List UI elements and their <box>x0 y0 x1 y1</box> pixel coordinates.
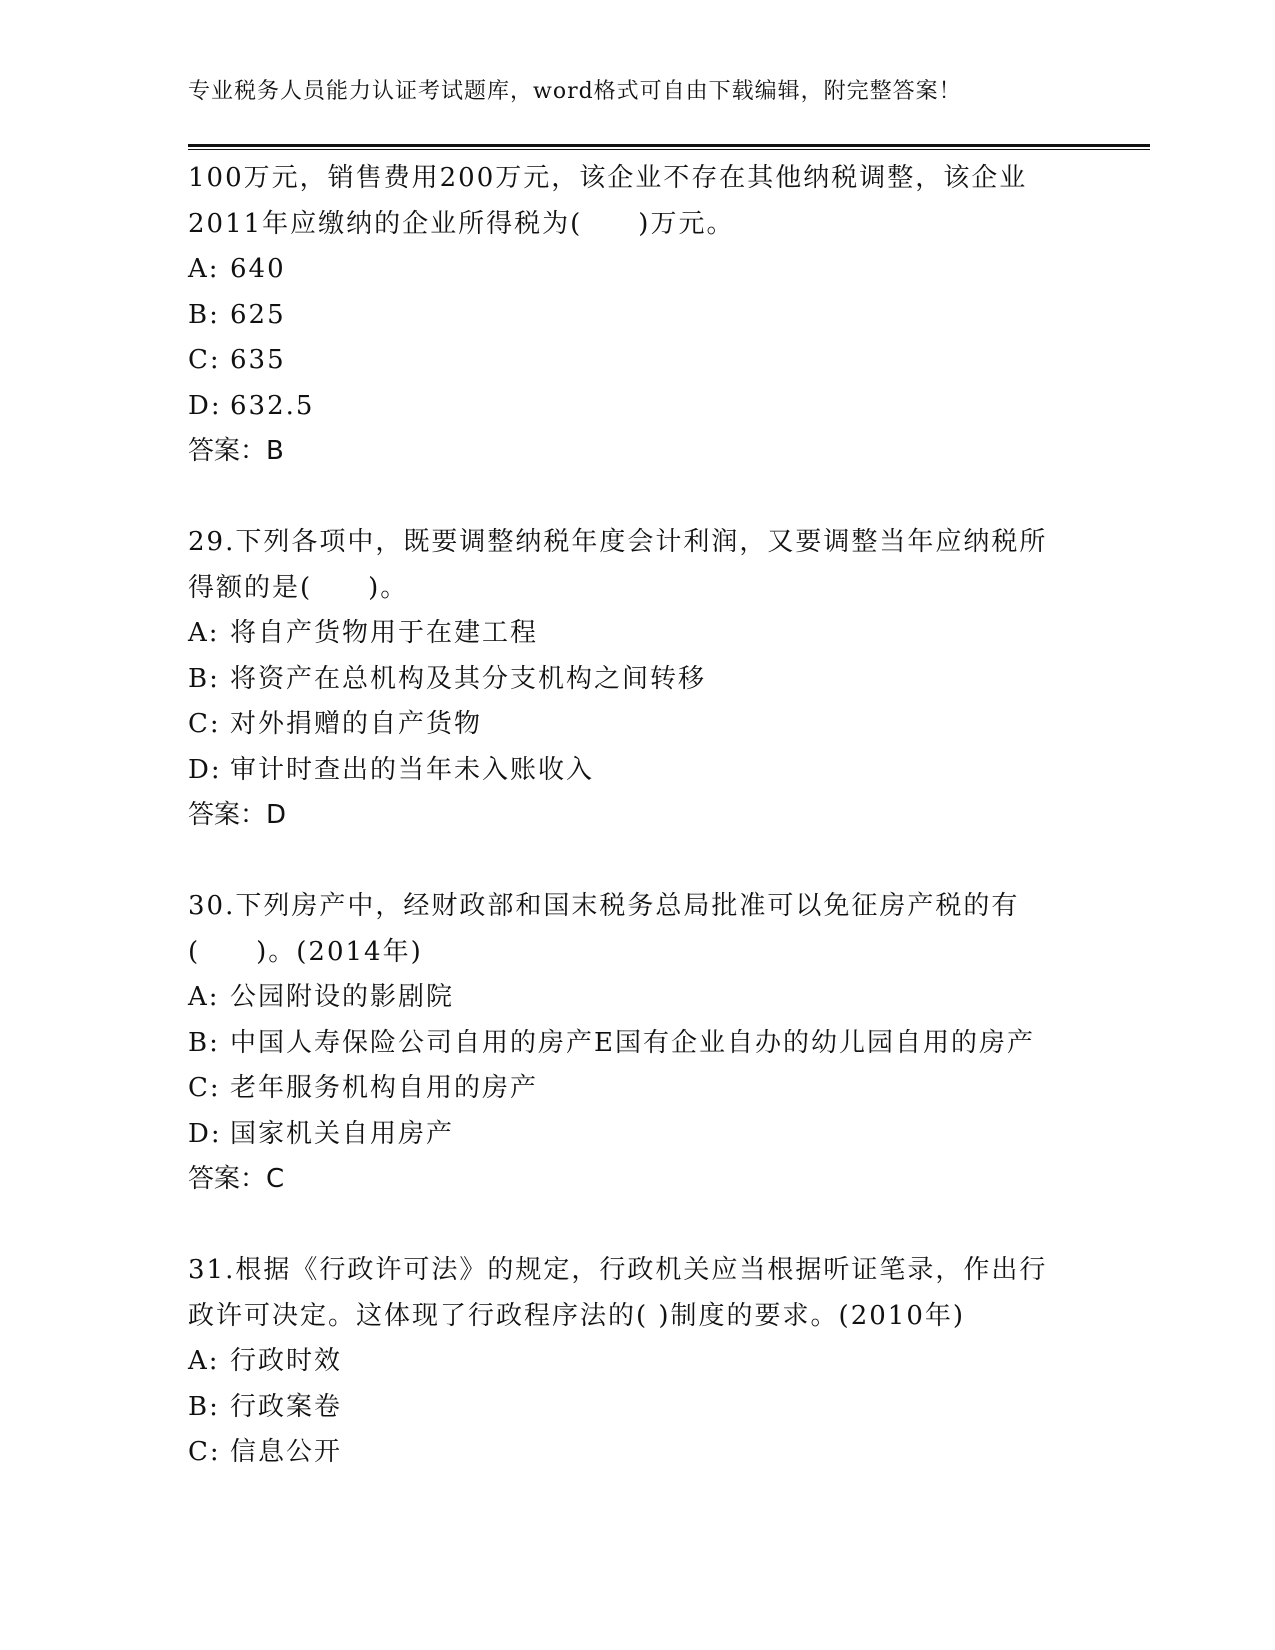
option-text: 行政案卷 <box>230 1391 343 1422</box>
option-text: 将资产在总机构及其分支机构之间转移 <box>230 663 707 694</box>
option-text: 640 <box>230 254 286 284</box>
question-29 <box>188 520 1128 839</box>
option-c <box>188 338 1128 384</box>
option-key: A: <box>188 1346 220 1376</box>
option-text: 中国人寿保险公司自用的房产E国有企业自办的幼儿园自用的房产 <box>230 1027 1035 1058</box>
question-stem-line: ( )。(2014年) <box>188 936 423 967</box>
option-text: 审计时查出的当年未入账收入 <box>230 754 595 785</box>
option-key: A: <box>188 982 220 1012</box>
question-content <box>188 156 1128 1476</box>
option-text: 635 <box>230 345 286 375</box>
option-key: D: <box>188 390 222 421</box>
option-c <box>188 702 1128 748</box>
option-key: B: <box>188 299 220 330</box>
option-d <box>188 384 1128 430</box>
option-b <box>188 1021 1128 1067</box>
option-text: 老年服务机构自用的房产 <box>230 1073 539 1103</box>
option-key: A: <box>188 254 220 284</box>
option-a <box>188 975 1128 1021</box>
question-31 <box>188 1248 1128 1476</box>
option-text: 625 <box>230 299 286 330</box>
spacer <box>188 475 1128 521</box>
option-text: 公园附设的影剧院 <box>230 982 455 1012</box>
question-stem-line: 31.根据《行政许可法》的规定，行政机关应当根据听证笔录，作出行 <box>188 1255 1048 1285</box>
option-text: 国家机关自用房产 <box>230 1118 455 1149</box>
question-stem-line: 政许可决定。这体现了行政程序法的( )制度的要求。(2010年) <box>188 1300 966 1331</box>
option-text: 将自产货物用于在建工程 <box>230 618 539 648</box>
question-stem-line: 30.下列房产中，经财政部和国末税务总局批准可以免征房产税的有 <box>188 891 1020 921</box>
question-28 <box>188 156 1128 475</box>
option-d <box>188 748 1128 794</box>
page-header-title: 专业税务人员能力认证考试题库，word格式可自由下载编辑，附完整答案！ <box>188 79 962 104</box>
option-key: B: <box>188 663 220 694</box>
option-key: B: <box>188 1027 220 1058</box>
option-key: C: <box>188 709 221 739</box>
option-text: 632.5 <box>230 390 315 421</box>
header-divider <box>188 144 1150 150</box>
answer-line: 答案：B <box>188 436 284 466</box>
option-b <box>188 657 1128 703</box>
option-text: 行政时效 <box>230 1346 343 1376</box>
option-a <box>188 1339 1128 1385</box>
question-stem-line: 29.下列各项中，既要调整纳税年度会计利润，又要调整当年应纳税所 <box>188 527 1048 557</box>
question-stem-line: 得额的是( )。 <box>188 572 409 603</box>
option-b <box>188 1385 1128 1431</box>
option-a <box>188 247 1128 293</box>
spacer <box>188 1203 1128 1249</box>
option-c <box>188 1430 1128 1476</box>
question-stem-line: 2011年应缴纳的企业所得税为( )万元。 <box>188 208 735 239</box>
option-key: B: <box>188 1391 220 1422</box>
option-a <box>188 611 1128 657</box>
answer-line: 答案：C <box>188 1164 285 1194</box>
option-d <box>188 1112 1128 1158</box>
option-key: A: <box>188 618 220 648</box>
spacer <box>188 839 1128 885</box>
option-key: C: <box>188 1073 221 1103</box>
option-text: 对外捐赠的自产货物 <box>230 709 483 739</box>
option-key: D: <box>188 754 222 785</box>
option-key: C: <box>188 345 221 375</box>
option-key: C: <box>188 1437 221 1467</box>
option-c <box>188 1066 1128 1112</box>
option-text: 信息公开 <box>230 1437 343 1467</box>
option-key: D: <box>188 1118 222 1149</box>
question-30 <box>188 884 1128 1203</box>
option-b <box>188 293 1128 339</box>
question-stem-line: 100万元，销售费用200万元，该企业不存在其他纳税调整，该企业 <box>188 163 1028 193</box>
answer-line: 答案：D <box>188 800 287 830</box>
